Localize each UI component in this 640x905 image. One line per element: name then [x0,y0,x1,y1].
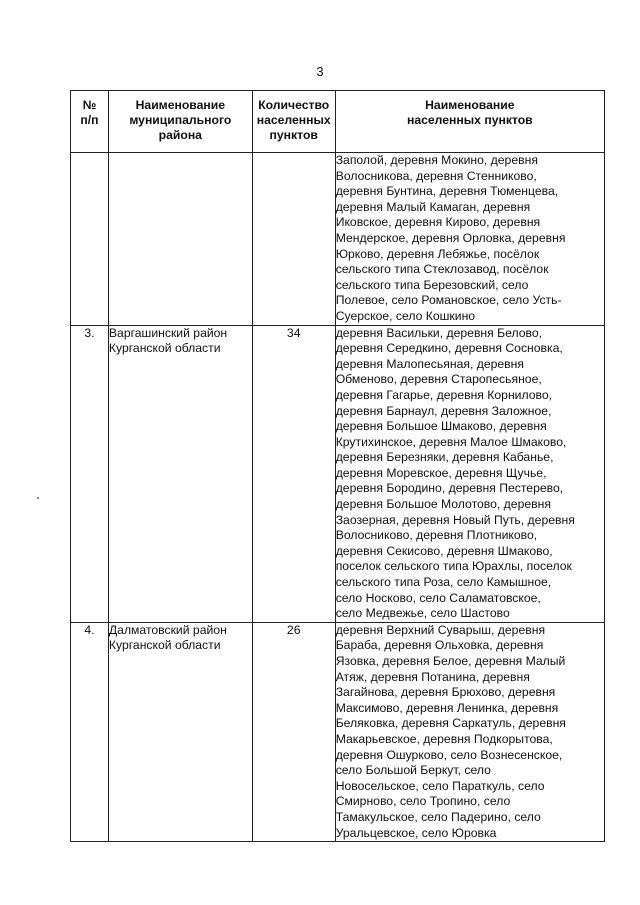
row-number: 4. [71,622,109,841]
table-row [71,622,605,841]
row-count: 34 [252,325,335,622]
header-number: № п/п [71,91,109,153]
row-settlements: деревня Васильки, деревня Белово, деревня Середкино, деревня Сосновка, деревня Малопесьяная, деревня Обменово, деревня Старопесьяное, деревня Гагарье, деревня Корнилово, деревня Барнаул, деревня Заложное, деревня Большое Шмаково, деревня Крутихинское, деревня Малое Шмаково, деревня Березняки, деревня Кабанье, деревня Моревское, деревня Щучье, деревня Бородино, деревня Пестерево, деревня Большое Молотово, деревня Заозерная, деревня Новый Путь, деревня Волосниково, деревня Плотниково, деревня Секисово, деревня Шмаково, поселок сельского типа Юрахлы, поселок сельского типа Роза, село Камышное, село Носково, село Саламатовское, село Медвежье, село Шастово [335,325,604,622]
table-header-row [71,91,605,153]
table-row [71,325,605,622]
row-settlements: деревня Верхний Суварыш, деревня Бараба, деревня Ольховка, деревня Язовка, деревня Белое, деревня Малый Атяж, деревня Потанина, деревня Загайнова, деревня Брюхово, деревня Максимово, деревня Ленинка, деревня Беляковка, деревня Саркатуль, деревня Макарьевское, деревня Подкорытова, деревня Ошурково, село Вознесенское, село Большой Беркут, село Новосельское, село Параткуль, село Смирново, село Тропино, село Тамакульское, село Падерино, село Уральцевское, село Юровка [335,622,604,841]
row-count: 26 [252,622,335,841]
settlements-table [70,90,605,842]
header-settlements: Наименование населенных пунктов [335,91,604,153]
row-district: Варгашинский район Курганской области [108,325,252,622]
page-number: 3 [316,64,324,79]
row-number: 3. [71,325,109,622]
row-settlements: Заполой, деревня Мокино, деревня Волосникова, деревня Стенниково, деревня Бунтина, деревня Тюменцева, деревня Малый Камаган, деревня Иковское, деревня Кирово, деревня Мендерское, деревня Орловка, деревня Юрково, деревня Лебяжье, посёлок сельского типа Стеклозавод, посёлок сельского типа Березовский, село Полевое, село Романовское, село Усть- Суерское, село Кошкино [335,153,604,326]
header-count: Количество населенных пунктов [252,91,335,153]
header-district: Наименование муниципального района [108,91,252,153]
row-count [252,153,335,326]
row-number [71,153,109,326]
table-row [71,153,605,326]
scan-speck [37,497,39,499]
row-district [108,153,252,326]
row-district: Далматовский район Курганской области [108,622,252,841]
